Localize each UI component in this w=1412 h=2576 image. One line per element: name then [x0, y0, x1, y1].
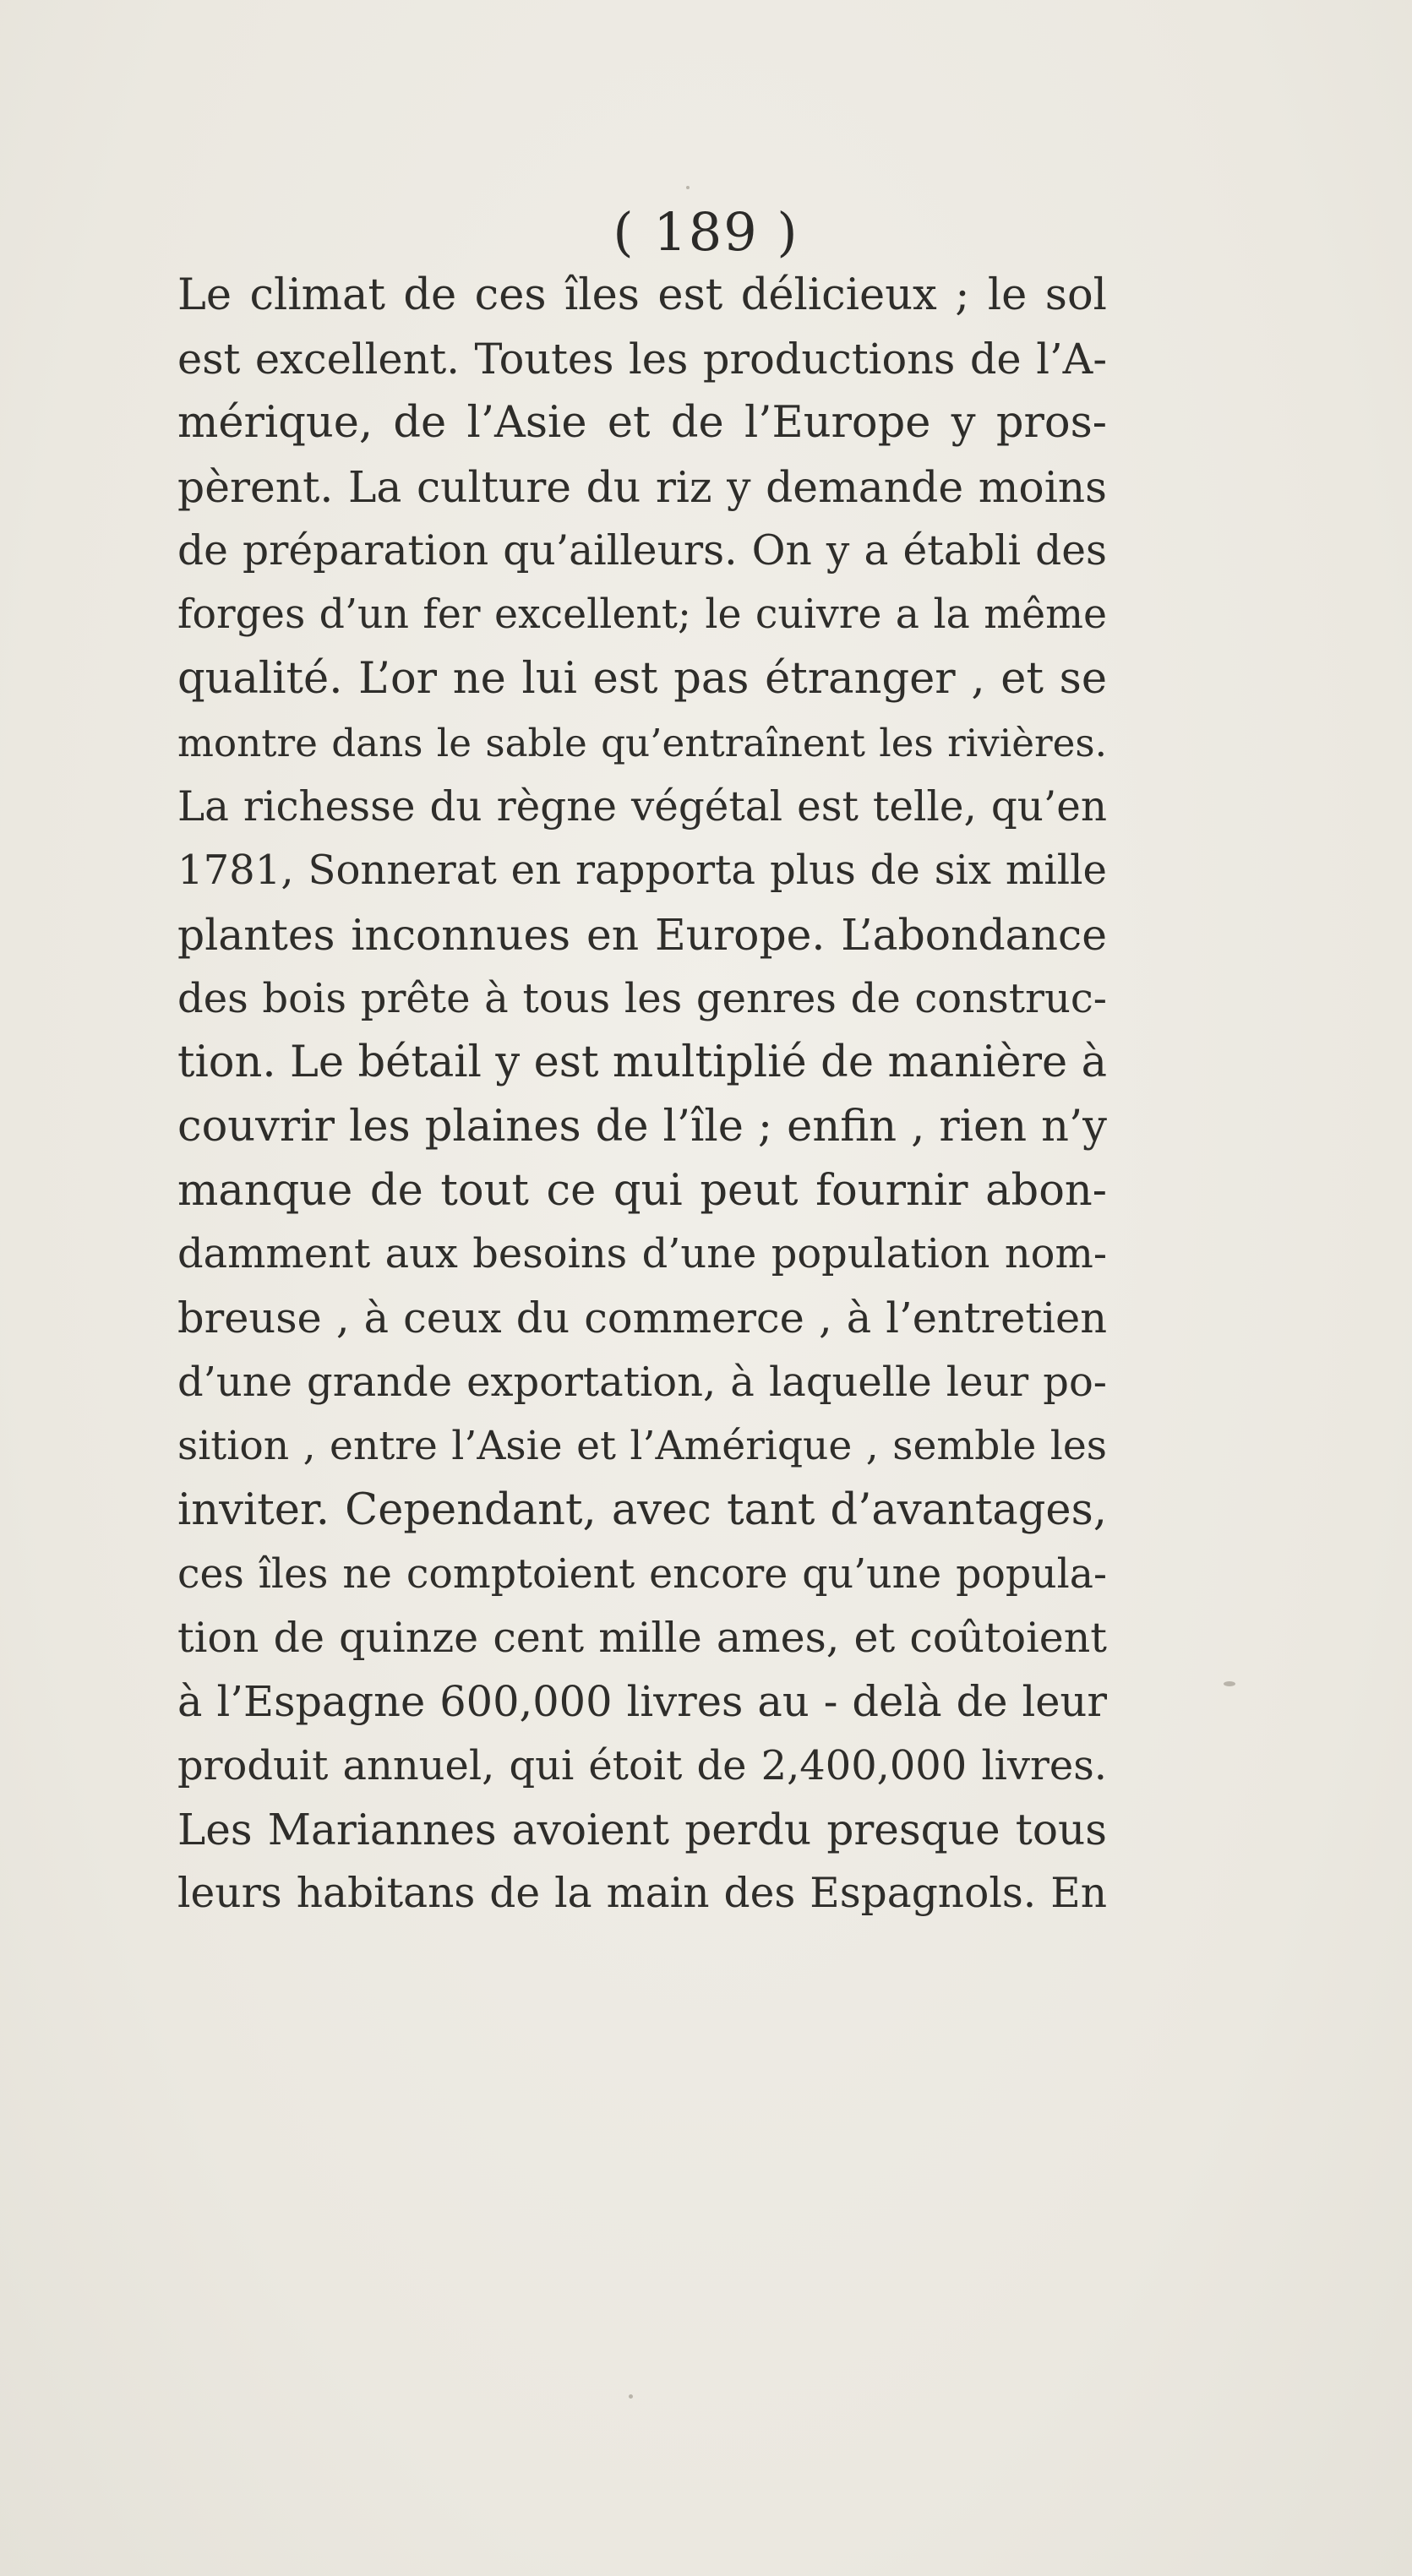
text-line: qualité. L’or ne lui est pas étranger , et se	[177, 654, 1107, 705]
text-line: Le climat de ces îles est délicieux ; le sol	[177, 270, 1107, 320]
text-line: 1781, Sonnerat en rapporta plus de six mille	[177, 847, 1107, 895]
paper-speck	[629, 2394, 633, 2399]
text-line: forges d’un fer excellent; le cuivre a la même	[177, 591, 1107, 639]
text-line: tion. Le bétail y est multiplié de manière à	[177, 1037, 1107, 1088]
text-line: damment aux besoins d’une population nom-	[177, 1231, 1107, 1278]
text-line: sition , entre l’Asie et l’Amérique , semble les	[177, 1423, 1107, 1470]
text-line: leurs habitans de la main des Espagnols. En	[177, 1870, 1107, 1918]
page-number: ( 189 )	[613, 201, 799, 263]
paper-speck	[686, 186, 690, 189]
text-line: breuse , à ceux du commerce , à l’entretien	[177, 1293, 1107, 1342]
text-line: plantes inconnues en Europe. L’abondance	[177, 909, 1107, 960]
text-line: ces îles ne comptoient encore qu’une popula-	[177, 1550, 1107, 1598]
text-line: tion de quinze cent mille ames, et coûtoient	[177, 1614, 1107, 1663]
text-line: mérique, de l’Asie et de l’Europe y pros-	[177, 398, 1107, 449]
paper-speck	[1224, 1681, 1235, 1686]
text-line: est excellent. Toutes les productions de l’A-	[177, 334, 1107, 384]
text-line: Les Mariannes avoient perdu presque tous	[177, 1805, 1107, 1854]
text-line: couvrir les plaines de l’île ; enfin , rien n’y	[177, 1101, 1107, 1152]
text-line: des bois prête à tous les genres de construc-	[177, 974, 1107, 1022]
text-line: manque de tout ce qui peut fournir abon-	[177, 1165, 1107, 1216]
text-line: produit annuel, qui étoit de 2,400,000 livres.	[177, 1742, 1107, 1789]
text-line: inviter. Cependant, avec tant d’avantages,	[177, 1485, 1107, 1536]
body-text	[177, 264, 1107, 1926]
text-line: de préparation qu’ailleurs. On y a établi des	[177, 526, 1107, 575]
text-line: d’une grande exportation, à laquelle leur po-	[177, 1359, 1107, 1406]
text-line: La richesse du règne végétal est telle, qu’en	[177, 782, 1107, 831]
text-line: à l’Espagne 600,000 livres au - delà de leur	[177, 1677, 1107, 1727]
text-line: pèrent. La culture du riz y demande moins	[177, 462, 1107, 513]
text-line: montre dans le sable qu’entraînent les rivières.	[177, 720, 1107, 765]
